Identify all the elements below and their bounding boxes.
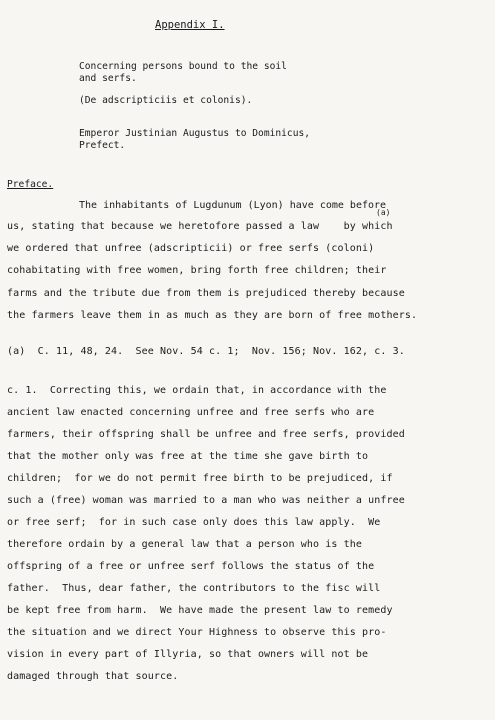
chapter-line: children; for we do not permit free birth to be prejudiced, if (7, 473, 393, 484)
preface-label: Preface. (7, 179, 54, 190)
preface-line: cohabitating with free women, bring forth free children; their (7, 265, 387, 276)
heading-line-2: and serfs. (79, 73, 137, 84)
preface-line: we ordered that unfree (adscripticii) or free serfs (coloni) (7, 243, 375, 254)
chapter-line: farmers, their offspring shall be unfree and free serfs, provided (7, 429, 405, 440)
chapter-line: vision in every part of Illyria, so that owners will not be (7, 649, 369, 660)
chapter-line: damaged through that source. (7, 671, 179, 682)
preface-line: us, stating that because we heretofore passed a law by which (7, 221, 393, 232)
preface-first-line: The inhabitants of Lugdunum (Lyon) have come before (79, 200, 387, 211)
heading-line-1: Concerning persons bound to the soil (79, 61, 287, 72)
chapter-line: that the mother only was free at the time she gave birth to (7, 451, 369, 462)
address-line-2: Prefect. (79, 140, 126, 151)
chapter-line: the situation and we direct Your Highness to observe this pro- (7, 627, 387, 638)
footnote-marker: (a) (376, 208, 391, 217)
address-line-1: Emperor Justinian Augustus to Dominicus, (79, 128, 311, 139)
chapter-line: father. Thus, dear father, the contributors to the fisc will (7, 583, 381, 594)
preface-line: farms and the tribute due from them is prejudiced thereby because (7, 288, 405, 299)
chapter-line: offspring of a free or unfree serf follows the status of the (7, 561, 375, 572)
chapter-line: such a (free) woman was married to a man who was neither a unfree (7, 495, 405, 506)
appendix-title: Appendix I. (155, 19, 225, 31)
chapter-line: or free serf; for in such case only does this law apply. We (7, 517, 381, 528)
latin-title: (De adscripticiis et colonis). (79, 95, 253, 106)
chapter-line: therefore ordain by a general law that a person who is the (7, 539, 362, 550)
footnote-citation: (a) C. 11, 48, 24. See Nov. 54 c. 1; Nov. 156; Nov. 162, c. 3. (7, 346, 405, 357)
chapter-line: ancient law enacted concerning unfree and free serfs who are (7, 407, 375, 418)
chapter-line: be kept free from harm. We have made the present law to remedy (7, 605, 393, 616)
preface-line: the farmers leave them in as much as they are born of free mothers. (7, 310, 418, 321)
chapter-line: c. 1. Correcting this, we ordain that, in accordance with the (7, 385, 387, 396)
